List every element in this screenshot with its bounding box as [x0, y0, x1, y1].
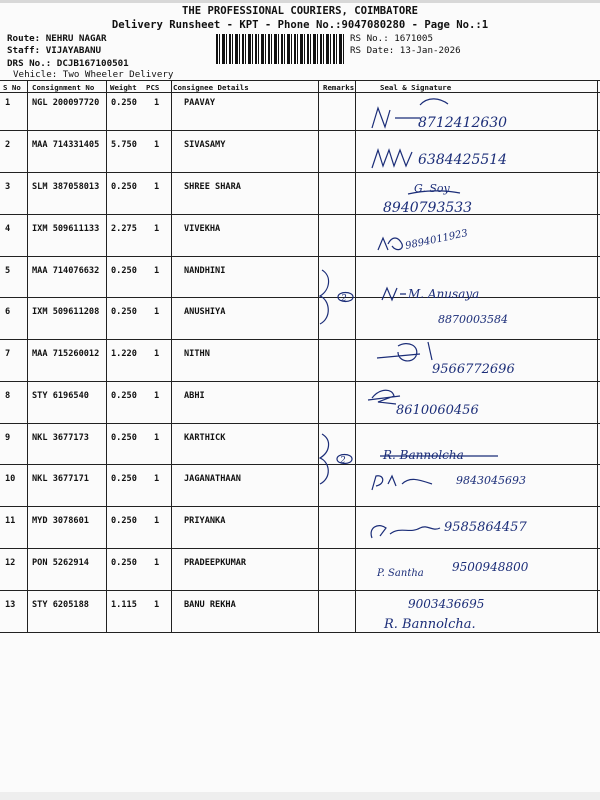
row-consignment: NKL 3677171 [32, 474, 89, 484]
row-rule [0, 381, 600, 382]
row-sno: 12 [5, 558, 16, 568]
row-consignment: MAA 714331405 [32, 140, 100, 150]
row-rule [0, 256, 600, 257]
row-rule [0, 339, 600, 340]
handwritten-phone: 9566772696 [432, 362, 515, 377]
vehicle-label: Vehicle: Two Wheeler Delivery [13, 69, 174, 80]
signature-scribble [382, 288, 406, 300]
handwritten-phone: 8870003584 [438, 313, 508, 326]
route-label: Route: NEHRU NAGAR [7, 33, 107, 44]
row-rule [0, 464, 600, 465]
row-consignment: PON 5262914 [32, 558, 89, 568]
remark-brace [320, 434, 329, 484]
row-pcs: 1 [154, 224, 160, 234]
row-weight: 0.250 [111, 307, 137, 317]
col-separator [355, 80, 356, 632]
row-sno: 4 [5, 224, 11, 234]
row-weight: 0.250 [111, 391, 137, 401]
handwritten-phone: 9894011923 [404, 227, 469, 252]
row-sno: 11 [5, 516, 16, 526]
row-rule [0, 172, 600, 173]
handwritten-name: G. Soy [414, 182, 450, 195]
row-pcs: 1 [154, 266, 160, 276]
row-consignee: JAGANATHAAN [184, 474, 241, 484]
handwritten-name: M. Anusaya [408, 287, 480, 301]
signature-scribble [368, 390, 400, 404]
row-pcs: 1 [154, 307, 160, 317]
row-weight: 1.115 [111, 600, 137, 610]
row-consignee: NANDHINI [184, 266, 226, 276]
row-consignment: MAA 714076632 [32, 266, 100, 276]
row-sno: 1 [5, 98, 11, 108]
runsheet-subtitle: Delivery Runsheet - KPT - Phone No.:9047080280 - Page No.:1 [111, 19, 489, 31]
remark-circle [337, 455, 352, 464]
company-title: THE PROFESSIONAL COURIERS, COIMBATORE [182, 5, 418, 17]
row-sno: 5 [5, 266, 11, 276]
row-rule [0, 548, 600, 549]
row-consignment: STY 6205188 [32, 600, 89, 610]
row-pcs: 1 [154, 391, 160, 401]
col-consignment: Consignment No [32, 83, 95, 92]
row-weight: 5.750 [111, 140, 137, 150]
row-consignment: SLM 387058013 [32, 182, 100, 192]
row-sno: 2 [5, 140, 11, 150]
drs-label: DRS No.: DCJB167100501 [7, 58, 129, 69]
rs-number: RS No.: 1671005 [350, 33, 433, 44]
row-weight: 0.250 [111, 266, 137, 276]
row-pcs: 1 [154, 558, 160, 568]
handwritten-phone: 9500948800 [452, 560, 529, 574]
col-separator [597, 80, 598, 632]
signature-scribble [372, 99, 448, 128]
row-rule [0, 423, 600, 424]
signature-scribble [371, 526, 440, 538]
handwritten-name: R. Bannolcha [383, 448, 464, 462]
col-remarks: Remarks [323, 83, 355, 92]
row-weight: 1.220 [111, 349, 137, 359]
signature-scribble [378, 238, 402, 250]
scan-edge [0, 0, 600, 3]
handwritten-name: R. Bannolcha. [384, 617, 476, 632]
row-sno: 10 [5, 474, 16, 484]
row-consignment: NGL 200097720 [32, 98, 100, 108]
col-separator [318, 80, 319, 632]
row-weight: 0.250 [111, 182, 137, 192]
row-sno: 3 [5, 182, 11, 192]
row-pcs: 1 [154, 182, 160, 192]
col-weight: Weight [110, 83, 137, 92]
row-consignment: STY 6196540 [32, 391, 89, 401]
row-consignee: PAAVAY [184, 98, 216, 108]
col-pcs: PCS [146, 83, 160, 92]
row-pcs: 1 [154, 98, 160, 108]
signature-scribble [377, 342, 432, 361]
row-rule [0, 506, 600, 507]
row-pcs: 1 [154, 474, 160, 484]
row-consignee: VIVEKHA [184, 224, 221, 234]
col-separator [171, 80, 172, 632]
staff-label: Staff: VIJAYABANU [7, 45, 102, 56]
row-consignee: ANUSHIYA [184, 307, 226, 317]
col-separator [106, 80, 107, 632]
handwritten-phone: 8712412630 [418, 115, 508, 131]
row-pcs: 1 [154, 349, 160, 359]
row-sno: 9 [5, 433, 11, 443]
row-consignment: IXM 509611208 [32, 307, 100, 317]
barcode [216, 34, 344, 64]
row-rule [0, 632, 600, 633]
row-weight: 2.275 [111, 224, 137, 234]
row-sno: 7 [5, 349, 11, 359]
header-top-rule [0, 80, 600, 81]
scan-edge [0, 792, 600, 800]
row-sno: 8 [5, 391, 11, 401]
handwritten-phone: 8610060456 [396, 403, 479, 418]
row-pcs: 1 [154, 433, 160, 443]
row-consignment: NKL 3677173 [32, 433, 89, 443]
row-pcs: 1 [154, 516, 160, 526]
row-sno: 6 [5, 307, 11, 317]
row-consignment: IXM 509611133 [32, 224, 100, 234]
row-weight: 0.250 [111, 516, 137, 526]
col-separator [27, 80, 28, 632]
row-weight: 0.250 [111, 474, 137, 484]
row-rule [0, 297, 600, 298]
row-weight: 0.250 [111, 558, 137, 568]
remark-number: 2 [340, 456, 346, 466]
signature-scribble [372, 150, 412, 168]
row-consignee: BANU REKHA [184, 600, 236, 610]
row-weight: 0.250 [111, 433, 137, 443]
row-consignee: ABHI [184, 391, 205, 401]
handwritten-phone: 9843045693 [456, 474, 526, 487]
signature-underline [408, 191, 460, 194]
row-consignee: SIVASAMY [184, 140, 226, 150]
row-pcs: 1 [154, 600, 160, 610]
col-seal: Seal & Signature [380, 83, 452, 92]
row-rule [0, 130, 600, 131]
row-rule [0, 214, 600, 215]
row-consignee: SHREE SHARA [184, 182, 241, 192]
row-consignee: KARTHICK [184, 433, 226, 443]
handwritten-phone: 6384425514 [418, 152, 508, 168]
row-consignment: MAA 715260012 [32, 349, 100, 359]
row-rule [0, 590, 600, 591]
remark-number: 2 [341, 294, 347, 304]
row-sno: 13 [5, 600, 16, 610]
header-bottom-rule [0, 92, 600, 93]
row-consignee: NITHN [184, 349, 210, 359]
handwritten-phone: 9585864457 [444, 520, 527, 535]
signature-scribble [372, 476, 432, 490]
col-consignee: Consignee Details [173, 83, 249, 92]
row-consignment: MYD 3078601 [32, 516, 89, 526]
row-weight: 0.250 [111, 98, 137, 108]
handwritten-phone: 9003436695 [408, 597, 485, 611]
col-sno: S No [3, 83, 21, 92]
row-consignee: PRIYANKA [184, 516, 226, 526]
handwritten-name: P. Santha [377, 568, 424, 579]
row-pcs: 1 [154, 140, 160, 150]
handwritten-phone: 8940793533 [383, 200, 473, 216]
rs-date: RS Date: 13-Jan-2026 [350, 45, 461, 56]
row-consignee: PRADEEPKUMAR [184, 558, 247, 568]
